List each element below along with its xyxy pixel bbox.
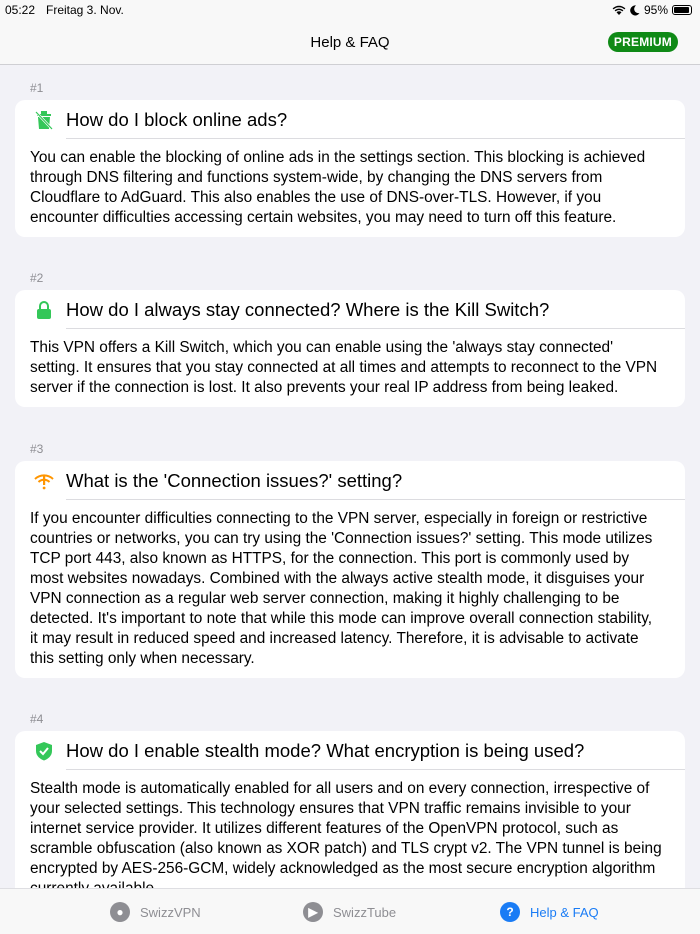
answer-line: through DNS filtering and functions system-wide, by changing the DNS servers from [30, 169, 603, 186]
lock-icon [33, 299, 55, 321]
answer-line: detected. It's important to note that while this mode can improve overall connection stability, [30, 610, 653, 627]
answer-line: server if the connection is lost. It also prevents your real IP address from being leaked. [30, 379, 619, 396]
tab-help-faq[interactable] [500, 902, 599, 922]
tab-swizztube[interactable] [303, 902, 396, 922]
page-title: Help & FAQ [310, 34, 390, 51]
wifi-icon [612, 5, 626, 16]
nav-bar [0, 22, 700, 65]
premium-badge[interactable]: PREMIUM [608, 32, 678, 52]
faq-item [15, 712, 685, 908]
answer-line: your selected settings. This technology ensures that VPN traffic remains invisible to your [30, 800, 631, 817]
answer-line: You can enable the blocking of online ads in the settings section. This blocking is achieved [30, 149, 646, 166]
faq-number: #2 [30, 271, 44, 285]
battery-percent: 95% [643, 3, 668, 17]
faq-answer [15, 139, 685, 237]
shield-check-icon [33, 740, 55, 762]
tab-label: SwizzVPN [140, 904, 201, 920]
answer-line: setting. It ensures that you stay connected at all times and attempts to reconnect to the VPN [30, 359, 658, 376]
answer-line: this setting only when necessary. [30, 650, 255, 667]
play-icon: ▶ [303, 902, 323, 922]
wifi-exclamation-icon [33, 470, 55, 492]
question-icon: ? [500, 902, 520, 922]
faq-number: #3 [30, 442, 44, 456]
faq-number: #1 [30, 81, 44, 95]
tab-swizzvpn[interactable] [110, 902, 201, 922]
answer-line: internet service provider. It utilizes different features of the OpenVPN protocol, such as [30, 820, 619, 837]
answer-line: it may result in reduced speed and increased latency. Therefore, it is advisable to activate [30, 630, 639, 647]
trash-slash-icon [33, 109, 55, 131]
answer-line: VPN connection as a regular web server connection, making it highly challenging to be [30, 590, 620, 607]
faq-answer [15, 500, 685, 678]
faq-answer [15, 329, 685, 407]
status-date: Freitag 3. Nov. [46, 3, 124, 17]
moon-icon [630, 5, 640, 16]
answer-line: If you encounter difficulties connecting to the VPN server, especially in foreign or restrictive [30, 510, 648, 527]
faq-question: How do I always stay connected? Where is the Kill Switch? [66, 299, 550, 320]
answer-line: encounter difficulties accessing certain websites, you may need to turn off this feature. [30, 209, 617, 226]
tab-label: SwizzTube [333, 904, 397, 920]
answer-line: This VPN offers a Kill Switch, which you can enable using the 'always stay connected' [30, 339, 614, 356]
globe-icon: ● [110, 902, 130, 922]
answer-line: encrypted by AES-256-GCM, widely acknowledged as the most secure encryption algorithm [30, 860, 656, 877]
answer-line: Cloudflare to AdGuard. This also enables the use of DNS-over-TLS. However, if you [30, 189, 602, 206]
tab-label: Help & FAQ [530, 904, 599, 920]
battery-icon [672, 5, 692, 15]
status-bar [0, 0, 700, 22]
answer-line: countries or networks, you can try using the 'Connection issues?' setting. This mode utilizes [30, 530, 653, 547]
faq-number: #4 [30, 712, 44, 726]
faq-question: What is the 'Connection issues?' setting? [66, 470, 403, 491]
faq-question: How do I enable stealth mode? What encryption is being used? [66, 740, 585, 761]
answer-line: most websites nowadays. Combined with the always active stealth mode, it disguises your [30, 570, 645, 587]
tab-bar [0, 888, 700, 934]
faq-item [15, 442, 685, 678]
faq-item [15, 81, 685, 237]
faq-item [15, 271, 685, 407]
answer-line: Stealth mode is automatically enabled for all users and on every connection, irrespective of [30, 780, 650, 797]
faq-list[interactable] [0, 66, 700, 888]
answer-line: TCP port 443, also known as HTTPS, for the connection. This port is commonly used by [30, 550, 630, 567]
answer-line: scramble obfuscation (also known as XOR patch) and TLS crypt v2. The VPN tunnel is being [30, 840, 662, 857]
status-time: 05:22 [5, 3, 36, 17]
faq-question: How do I block online ads? [66, 109, 288, 130]
